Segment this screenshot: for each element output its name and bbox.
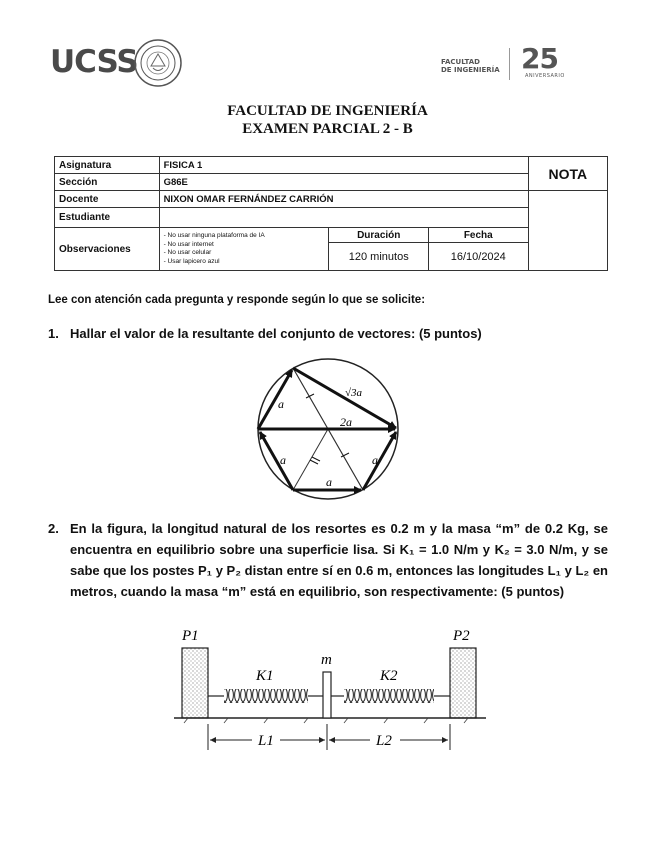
observacion-item: - No usar ninguna plataforma de IA (163, 232, 265, 239)
label-a-1: a (278, 397, 284, 411)
post-p1 (182, 648, 208, 718)
estudiante-label: Estudiante (55, 208, 160, 228)
label-a-3: a (372, 453, 378, 467)
nota-box[interactable] (528, 191, 607, 271)
exam-title: EXAMEN PARCIAL 2 - B (242, 121, 413, 137)
label-2a: 2a (340, 415, 352, 429)
label-l2: L2 (376, 733, 392, 749)
spring-figure (168, 618, 508, 760)
label-p2: P2 (453, 628, 470, 644)
logo-divider (509, 48, 510, 80)
label-p1: P1 (182, 628, 199, 644)
mass-m (323, 672, 331, 718)
question-number: 1. (48, 326, 59, 341)
seccion-label: Sección (55, 174, 160, 191)
ucss-seal-icon (133, 38, 183, 88)
docente-label: Docente (55, 191, 160, 208)
observaciones-list (159, 228, 329, 271)
label-k2: K2 (380, 668, 398, 684)
label-a-2: a (280, 453, 286, 467)
ucss-logo (50, 38, 185, 90)
observaciones-label: Observaciones (55, 228, 160, 271)
label-sqrt3a: √3a (345, 387, 363, 399)
faculty-logo (433, 44, 573, 84)
observacion-item: - No usar celular (163, 249, 212, 256)
label-k1: K1 (256, 668, 274, 684)
fecha-value: 16/10/2024 (429, 243, 529, 271)
spring-k1 (224, 689, 308, 703)
question-text: Hallar el valor de la resultante del conjunto de vectores: (5 puntos) (70, 326, 482, 341)
spring-k2 (344, 689, 434, 703)
duracion-label: Duración (329, 228, 429, 243)
label-m: m (321, 652, 332, 668)
estudiante-field[interactable] (159, 208, 528, 228)
exam-info-table (54, 156, 608, 271)
asignatura-label: Asignatura (55, 157, 160, 174)
duracion-value: 120 minutos (329, 243, 429, 271)
docente-value: NIXON OMAR FERNÁNDEZ CARRIÓN (159, 191, 528, 208)
anniversary-number: 25 (521, 42, 558, 75)
seccion-value: G86E (159, 174, 528, 191)
label-a-4: a (326, 475, 332, 489)
ucss-logo-text: UCSS (50, 44, 138, 80)
question-number: 2. (48, 521, 59, 536)
asignatura-value: FISICA 1 (159, 157, 528, 174)
fecha-label: Fecha (429, 228, 529, 243)
observacion-item: - Usar lapicero azul (163, 257, 220, 265)
nota-label: NOTA (528, 157, 607, 191)
instructions: Lee con atención cada pregunta y responde según lo que se solicite: (48, 294, 426, 306)
label-l1: L1 (258, 733, 274, 749)
post-p2 (450, 648, 476, 718)
vector-figure (248, 354, 408, 504)
faculty-logo-line2: DE INGENIERÍA (441, 66, 500, 74)
faculty-title: FACULTAD DE INGENIERÍA (227, 103, 428, 119)
question-text: En la figura, la longitud natural de los resortes es 0.2 m y la masa “m” de 0.2 Kg, se encuentra en equilibrio sobre una superficie lisa. Si K₁ = 1.0 N/m y K₂ = 3.0 N/m, y se sabe que los postes P₁ y P₂ distan entre sí en 0.6 m, entonces las longitudes L₁ y L₂ en metros, cuando la masa “m” está en equilibrio, son respectivamente: (5 puntos) (70, 521, 608, 599)
question-2 (48, 518, 608, 606)
faculty-logo-line1: FACULTAD (441, 58, 480, 66)
question-1 (48, 323, 608, 345)
anniversary-label: ANIVERSARIO (525, 73, 565, 79)
observacion-item: - No usar internet (163, 240, 214, 248)
